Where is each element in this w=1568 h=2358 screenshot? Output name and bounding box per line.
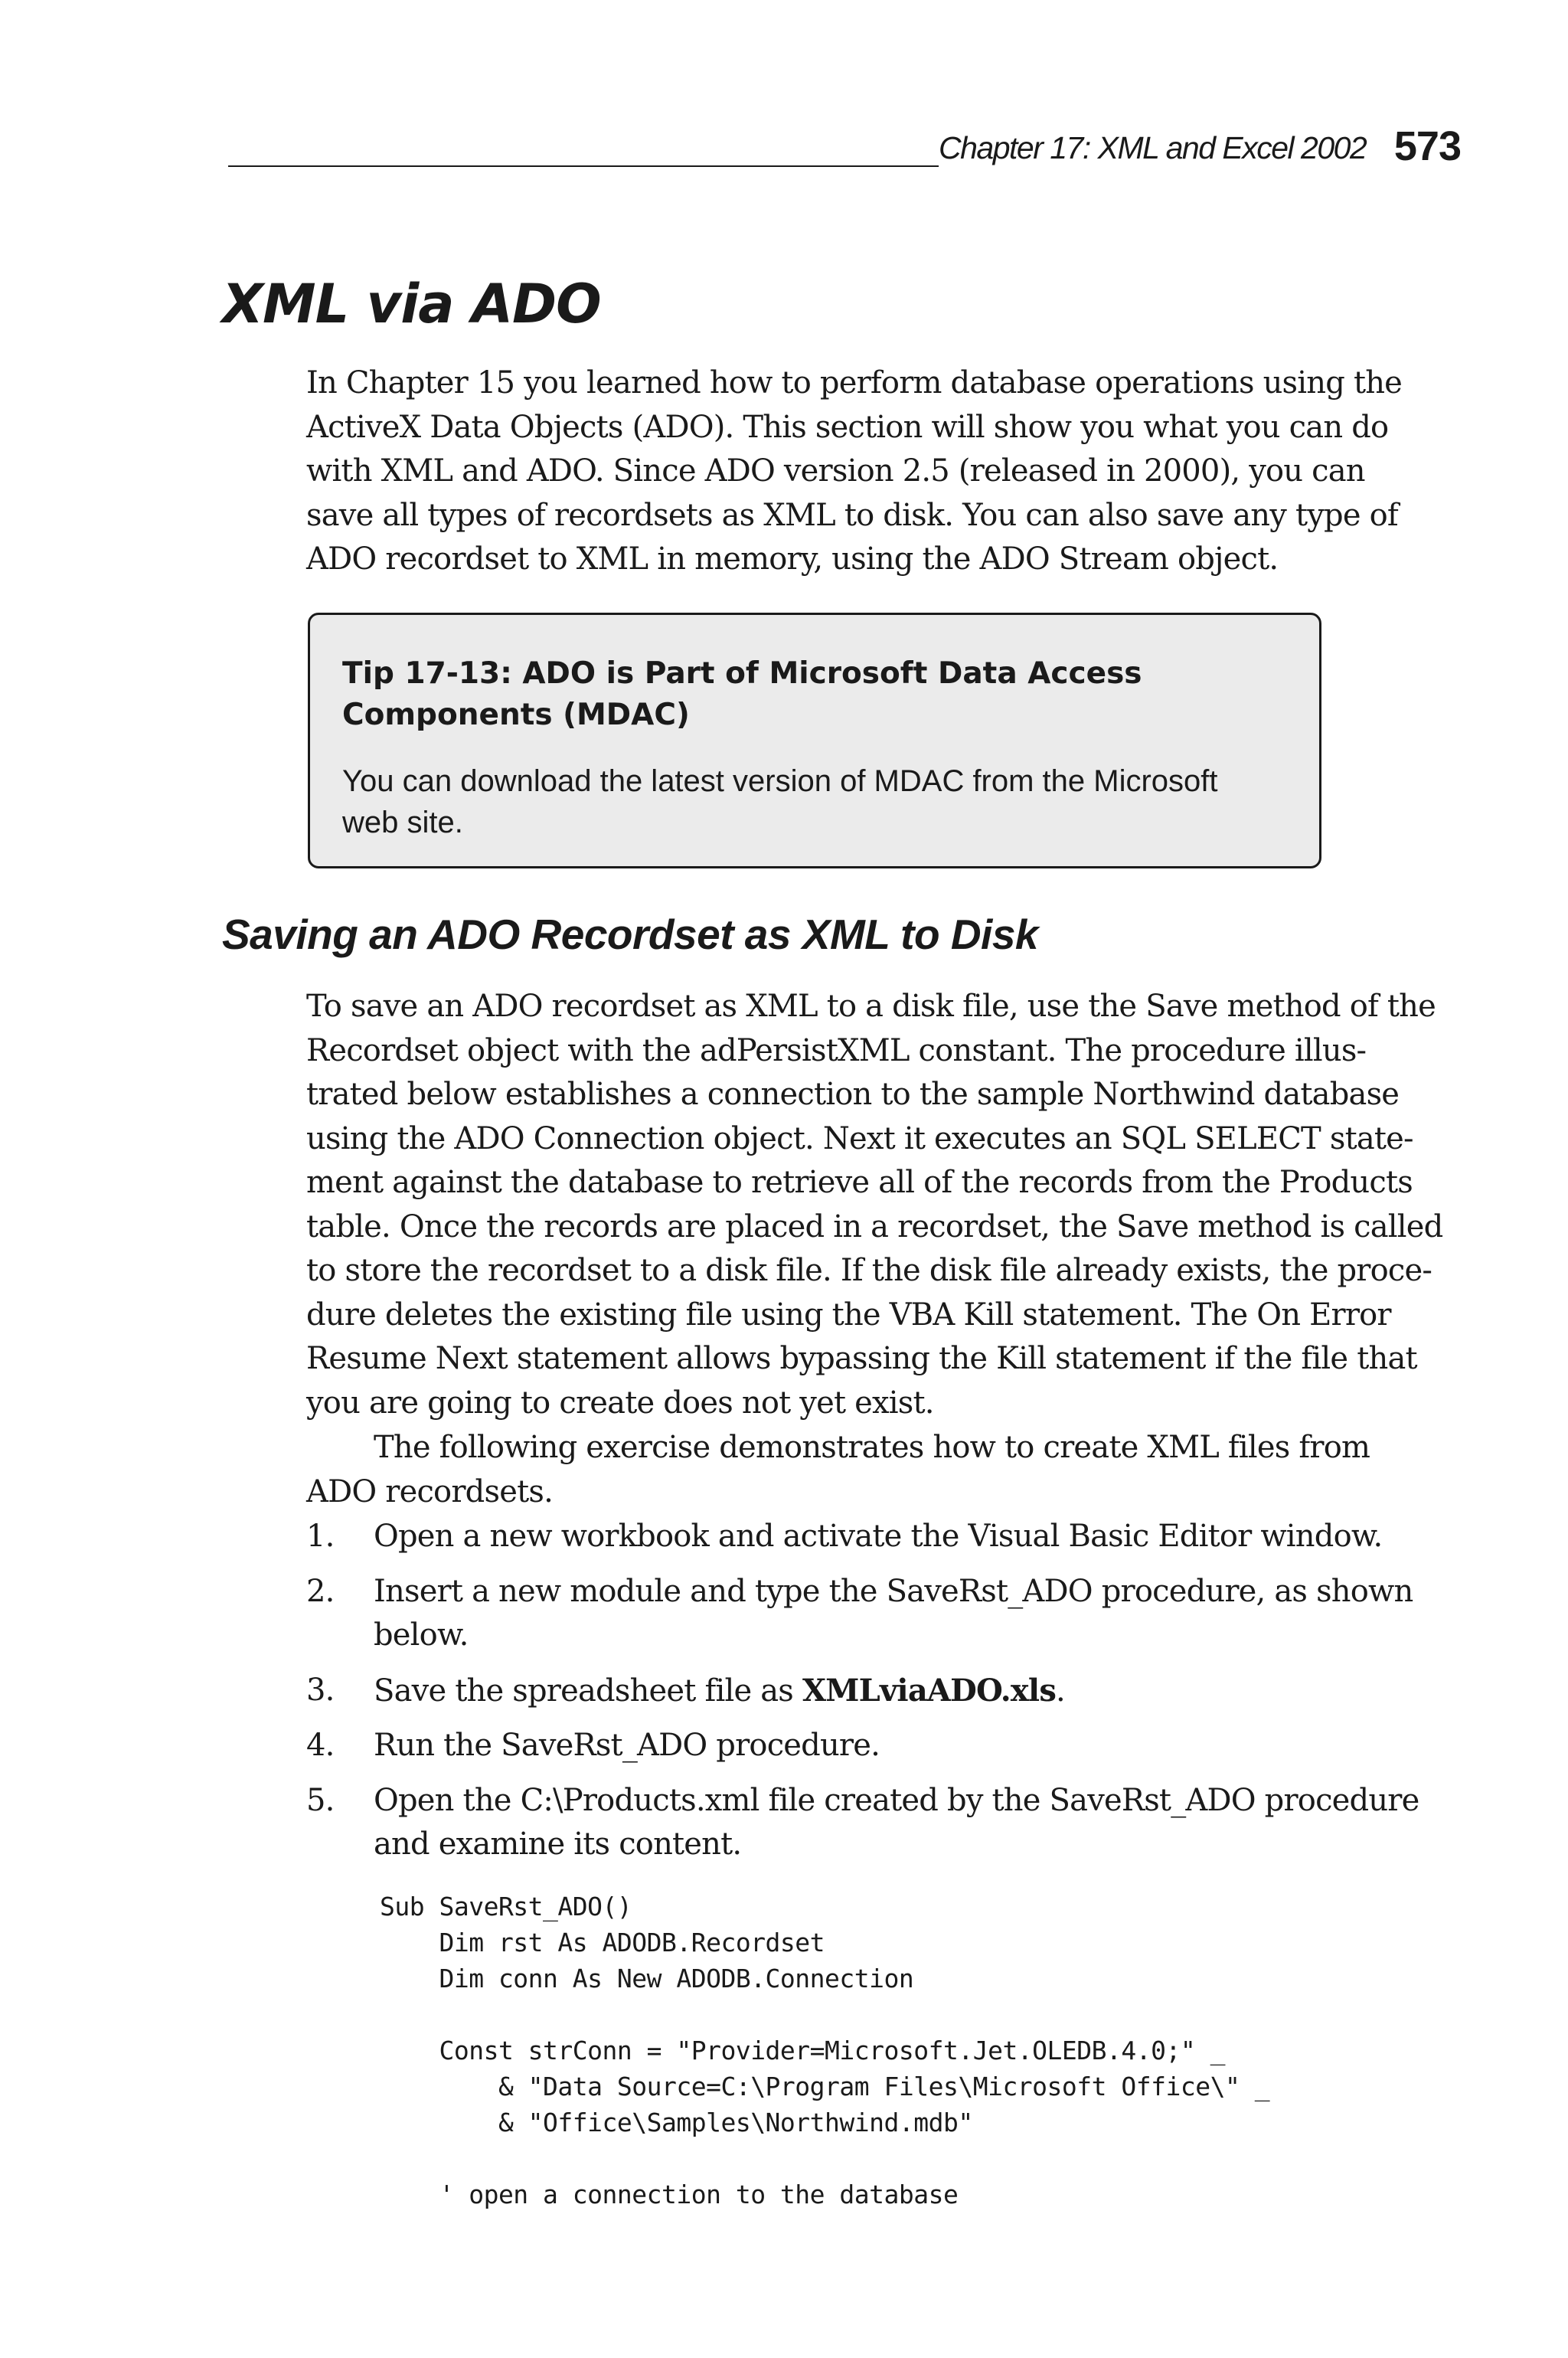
step-number: 4. <box>306 1728 335 1763</box>
step-text: Open a new workbook and activate the Visual Basic Editor window. <box>374 1519 1383 1554</box>
text-line: save all types of recordsets as XML to disk. You can also save any type of <box>306 497 1398 533</box>
code-listing <box>380 1889 1269 2212</box>
text-line: to store the recordset to a disk file. If the disk file already exists, the proce- <box>306 1253 1432 1288</box>
step-text: and examine its content. <box>374 1827 742 1862</box>
text-line: ment against the database to retrieve all of the records from the Products <box>306 1165 1413 1200</box>
tip-box <box>308 613 1321 868</box>
step-item <box>306 1570 1419 1658</box>
text-line: dure deletes the existing file using the VBA Kill statement. The On Error <box>306 1297 1391 1333</box>
code-line: ' open a connection to the database <box>380 2180 959 2209</box>
step-text: Run the SaveRst_ADO procedure. <box>374 1728 880 1763</box>
code-line: & "Office\Samples\Northwind.mdb" <box>380 2108 973 2137</box>
code-line: & "Data Source=C:\Program Files\Microsoft Office\" _ <box>380 2072 1270 2101</box>
text-line: using the ADO Connection object. Next it executes an SQL SELECT state- <box>306 1120 1413 1156</box>
subsection-title: Saving an ADO Recordset as XML to Disk <box>222 911 1039 958</box>
section-title: XML via ADO <box>222 273 601 335</box>
step-text-pre: Save the spreadsheet file as <box>374 1673 802 1709</box>
header-rule <box>228 165 939 167</box>
running-header-chapter: Chapter 17: XML and Excel 2002 <box>939 130 1367 165</box>
step-number: 3. <box>306 1672 335 1708</box>
text-line: with XML and ADO. Since ADO version 2.5 (released in 2000), you can <box>306 453 1365 489</box>
code-line: Const strConn = "Provider=Microsoft.Jet.OLEDB.4.0;" _ <box>380 2036 1225 2065</box>
code-line <box>380 2141 1269 2176</box>
text-line: ADO recordset to XML in memory, using the ADO Stream object. <box>306 541 1279 577</box>
step-item <box>306 1724 1419 1768</box>
text-line: you are going to create does not yet exist. <box>306 1385 934 1421</box>
code-line <box>380 1997 1269 2033</box>
exercise-steps <box>306 1515 1419 1867</box>
text-line: Recordset object with the adPersistXML constant. The procedure illus- <box>306 1032 1367 1068</box>
step-text <box>374 1669 1419 1714</box>
text-line: The following exercise demonstrates how to create XML files from <box>374 1430 1370 1465</box>
tip-title <box>342 653 1142 736</box>
intro-paragraph <box>306 361 1470 582</box>
tip-body <box>342 760 1218 843</box>
tip-title-line: Tip 17-13: ADO is Part of Microsoft Data Access <box>342 656 1142 691</box>
page-number: 573 <box>1393 123 1461 169</box>
step-item <box>306 1669 1419 1714</box>
text-line: ADO recordsets. <box>306 1473 553 1509</box>
step-text-post: . <box>1056 1673 1065 1709</box>
text-line: table. Once the records are placed in a recordset, the Save method is called <box>306 1208 1443 1244</box>
text-line: In Chapter 15 you learned how to perform database operations using the <box>306 365 1403 401</box>
step-text: below. <box>374 1617 469 1653</box>
text-line: trated below establishes a connection to the sample Northwind database <box>306 1077 1400 1112</box>
step-text: Insert a new module and type the SaveRst_ADO procedure, as shown <box>374 1573 1413 1609</box>
step-item <box>306 1779 1419 1867</box>
exercise-intro-paragraph <box>306 1426 1470 1514</box>
step-item <box>306 1515 1419 1559</box>
step-number: 1. <box>306 1519 335 1554</box>
code-line: Dim rst As ADODB.Recordset <box>380 1928 825 1957</box>
code-line: Dim conn As New ADODB.Connection <box>380 1964 914 1993</box>
text-line: To save an ADO recordset as XML to a disk file, use the Save method of the <box>306 989 1436 1024</box>
code-line: Sub SaveRst_ADO() <box>380 1892 632 1921</box>
step-number: 2. <box>306 1573 335 1609</box>
step-number: 5. <box>306 1782 335 1818</box>
tip-title-line: Components (MDAC) <box>342 698 690 732</box>
subsection-paragraph <box>306 985 1470 1425</box>
file-name: XMLviaADO.xls <box>802 1672 1057 1709</box>
tip-body-line: You can download the latest version of MDAC from the Microsoft <box>342 764 1218 798</box>
step-text: Open the C:\Products.xml file created by the SaveRst_ADO procedure <box>374 1782 1419 1818</box>
tip-body-line: web site. <box>342 806 463 839</box>
text-line: Resume Next statement allows bypassing the Kill statement if the file that <box>306 1341 1417 1376</box>
text-line: ActiveX Data Objects (ADO). This section will show you what you can do <box>306 409 1389 445</box>
